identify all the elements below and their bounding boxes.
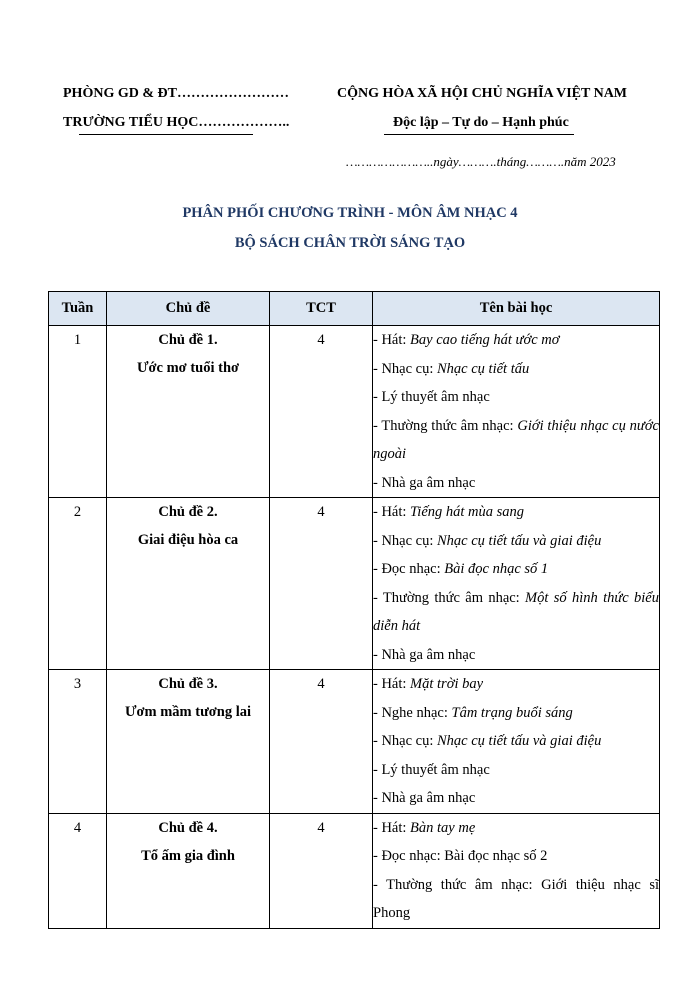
week-number: 3 <box>73 676 82 692</box>
topic-number: Chủ đề 4. <box>158 819 218 836</box>
table-header-row <box>49 292 660 326</box>
lesson-item <box>373 727 659 756</box>
lesson-item <box>373 498 659 527</box>
tct-value: 4 <box>317 504 325 520</box>
column-header-week: Tuần <box>49 292 107 326</box>
topic-number: Chủ đề 2. <box>158 504 218 520</box>
lesson-prefix: - Nhà ga âm nhạc <box>373 474 476 491</box>
lesson-prefix: - Nghe nhạc: <box>373 704 452 721</box>
lesson-item <box>373 469 659 498</box>
document-subtitle: BỘ SÁCH CHÂN TRỜI SÁNG TẠO <box>234 235 466 251</box>
country-header: CỘNG HÒA XÃ HỘI CHỦ NGHĨA VIỆT NAM <box>337 86 628 101</box>
column-header-tct: TCT <box>270 292 373 326</box>
lesson-title: Một số hình thức biểu diễn hát <box>373 589 659 634</box>
topic-name: Ước mơ tuổi thơ <box>136 360 240 376</box>
week-cell <box>49 498 107 670</box>
topic-number: Chủ đề 3. <box>158 676 218 692</box>
table-row <box>49 498 660 670</box>
lesson-prefix: - Lý thuyết âm nhạc <box>373 389 490 405</box>
lesson-prefix: - Hát: <box>373 504 411 520</box>
topic-name: Tổ ấm gia đình <box>141 847 235 864</box>
lesson-title: Giới thiệu nhạc cụ nước ngoài <box>373 417 659 462</box>
lesson-item <box>373 555 659 584</box>
tct-cell <box>270 670 373 814</box>
lesson-prefix: - Hát: <box>373 332 411 348</box>
lesson-title: Nhạc cụ tiết tấu và giai điệu <box>437 532 602 549</box>
topic-cell <box>107 326 270 498</box>
lesson-item <box>373 699 659 728</box>
school-underline <box>79 134 253 135</box>
lesson-title: Nhạc cụ tiết tấu <box>437 360 530 377</box>
column-header-lesson: Tên bài học <box>373 292 660 326</box>
week-cell <box>49 813 107 928</box>
tct-value: 4 <box>317 332 325 348</box>
lesson-title: Tiếng hát mùa sang <box>410 504 525 520</box>
lesson-item <box>373 814 659 843</box>
lesson-title: Tâm trạng buổi sáng <box>451 704 573 721</box>
lesson-item <box>373 326 659 355</box>
lesson-item <box>373 527 659 556</box>
week-cell <box>49 670 107 814</box>
tct-value: 4 <box>317 676 325 692</box>
lesson-prefix: - Nhạc cụ: <box>373 532 438 549</box>
lesson-prefix: - Đọc nhạc: <box>373 561 445 577</box>
lesson-title: Bài đọc nhạc số 1 <box>444 561 549 577</box>
lesson-item <box>373 383 659 412</box>
topic-name: Ươm mầm tương lai <box>124 704 252 720</box>
lessons-cell <box>373 670 660 814</box>
lesson-title: Bay cao tiếng hát ước mơ <box>410 332 560 348</box>
tct-cell <box>270 498 373 670</box>
lesson-prefix: - Nhà ga âm nhạc <box>373 790 476 806</box>
lesson-item <box>373 871 659 928</box>
tct-cell <box>270 326 373 498</box>
lesson-prefix: - Nhạc cụ: <box>373 733 438 749</box>
school-header: TRƯỜNG TIỂU HỌC……………….. <box>63 115 290 130</box>
lesson-prefix: - Đọc nhạc: Bài đọc nhạc số 2 <box>373 848 548 864</box>
lesson-prefix: - Lý thuyết âm nhạc <box>373 761 490 778</box>
lesson-prefix: - Hát: <box>373 676 411 692</box>
lesson-prefix: - Thường thức âm nhạc: Giới thiệu nhạc sĩ Phong <box>373 876 659 921</box>
document-title: PHÂN PHỐI CHƯƠNG TRÌNH - MÔN ÂM NHẠC 4 <box>182 205 518 221</box>
lessons-cell <box>373 326 660 498</box>
topic-cell <box>107 813 270 928</box>
lesson-title: Bàn tay mẹ <box>410 819 476 836</box>
topic-number: Chủ đề 1. <box>158 332 218 348</box>
lesson-prefix: - Hát: <box>373 819 411 836</box>
lesson-item <box>373 355 659 384</box>
lesson-prefix: - Thường thức âm nhạc: <box>373 589 526 606</box>
week-number: 1 <box>73 332 82 348</box>
week-number: 4 <box>73 819 82 836</box>
lesson-title: Nhạc cụ tiết tấu và giai điệu <box>437 733 602 749</box>
lesson-prefix: - Nhạc cụ: <box>373 360 438 377</box>
lesson-item <box>373 756 659 785</box>
topic-cell <box>107 498 270 670</box>
lesson-item <box>373 842 659 871</box>
week-number: 2 <box>73 504 82 520</box>
topic-name: Giai điệu hòa ca <box>137 532 239 548</box>
lesson-prefix: - Nhà ga âm nhạc <box>373 646 476 663</box>
topic-cell <box>107 670 270 814</box>
table-row <box>49 813 660 928</box>
tct-value: 4 <box>317 819 325 836</box>
motto-underline <box>384 134 574 135</box>
motto-header: Độc lập – Tự do – Hạnh phúc <box>393 115 569 130</box>
lesson-item <box>373 412 659 469</box>
lesson-item <box>373 670 659 699</box>
date-line: …………………..ngày……….tháng……….năm 2023 <box>346 154 616 169</box>
table-row <box>49 326 660 498</box>
lesson-item <box>373 784 659 813</box>
table-row <box>49 670 660 814</box>
lesson-item <box>373 584 659 641</box>
lessons-cell <box>373 813 660 928</box>
lesson-title: Mặt trời bay <box>410 676 484 692</box>
lessons-cell <box>373 498 660 670</box>
lesson-prefix: - Thường thức âm nhạc: <box>373 417 518 434</box>
column-header-topic: Chủ đề <box>107 292 270 326</box>
tct-cell <box>270 813 373 928</box>
week-cell <box>49 326 107 498</box>
department-header: PHÒNG GD & ĐT…………………… <box>63 86 289 101</box>
program-table <box>48 291 660 929</box>
lesson-item <box>373 641 659 670</box>
